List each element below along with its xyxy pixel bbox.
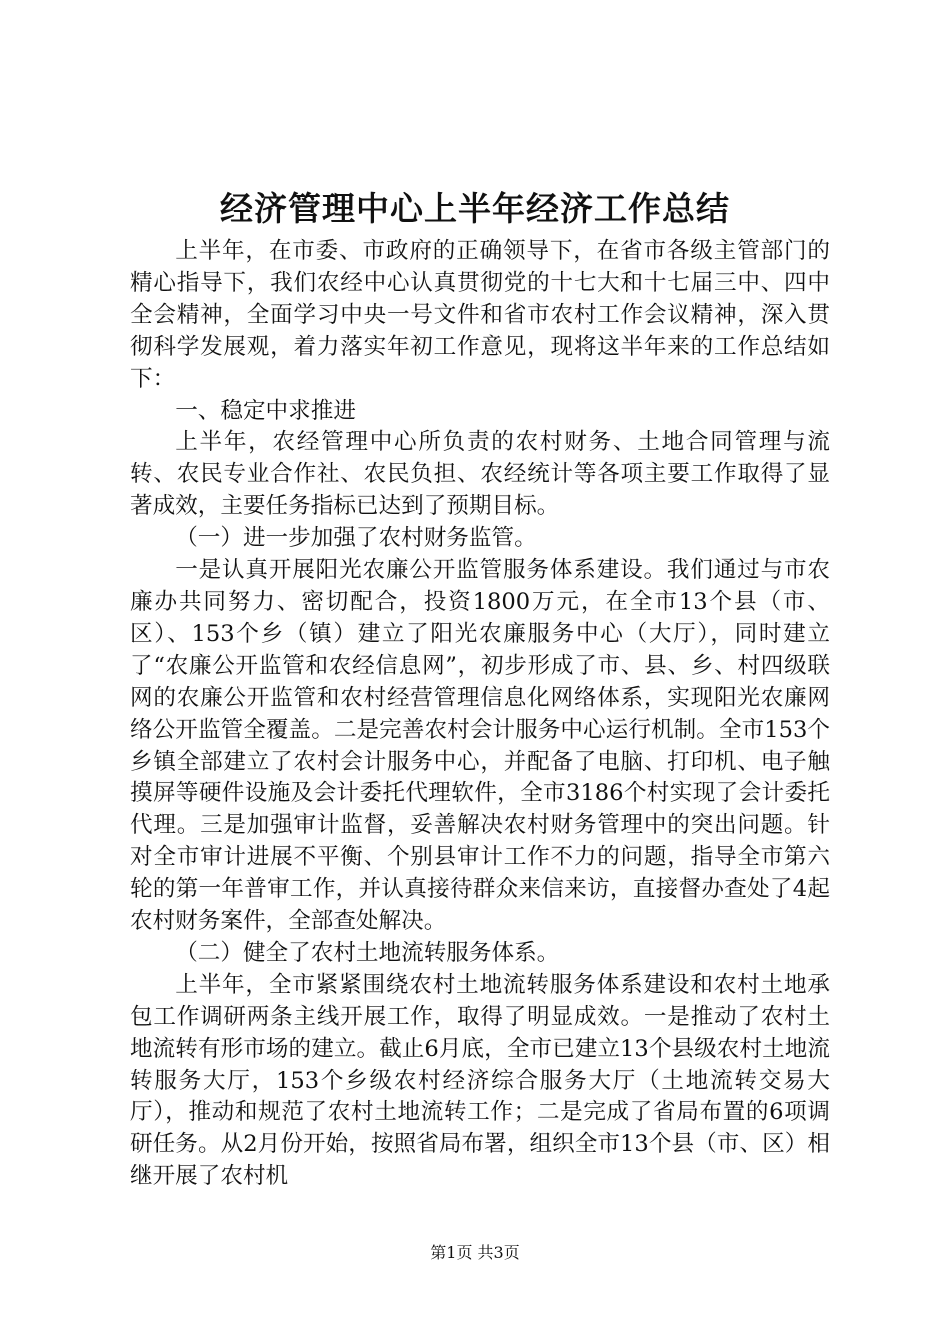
section-heading-1: 一、稳定中求推进 <box>175 397 356 424</box>
page-total: 共3页 <box>477 1243 520 1262</box>
subsection-heading-1: （一）进一步加强了农村财务监管。 <box>175 525 537 552</box>
page-number: 第1页 <box>430 1243 473 1262</box>
subsection-heading-2: （二）健全了农村土地流转服务体系。 <box>175 939 560 966</box>
document-body <box>130 236 830 1193</box>
paragraph-land-transfer: 上半年，全市紧紧围绕农村土地流转服务体系建设和农村土地承包工作调研两条主线开展工作，取得了明显成效。一是推动了农村土地流转有形市场的建立。截止6月底，全市已建立13个县级农村土地流转服务大厅，153个乡级农村经济综合服务大厅（土地流转交易大厅），推动和规范了农村土地流转工作；二是完成了省局布置的6项调研任务。从2月份开始，按照省局布署，组织全市13个县（市、区）相继开展了农村机 <box>130 971 830 1190</box>
page-footer <box>0 1242 950 1264</box>
paragraph-intro: 上半年，在市委、市政府的正确领导下，在省市各级主管部门的精心指导下，我们农经中心认真贯彻党的十七大和十七届三中、四中全会精神，全面学习中央一号文件和省市农村工作会议精神，深入贯彻科学发展观，着力落实年初工作意见，现将这半年来的工作总结如下： <box>130 238 830 392</box>
paragraph-finance: 一是认真开展阳光农廉公开监管服务体系建设。我们通过与市农廉办共同努力、密切配合，投资1800万元，在全市13个县（市、区）、153个乡（镇）建立了阳光农廉服务中心（大厅），同时建立了“农廉公开监管和农经信息网”，初步形成了市、县、乡、村四级联网的农廉公开监管和农村经营管理信息化网络体系，实现阳光农廉网络公开监管全覆盖。二是完善农村会计服务中心运行机制。全市153个乡镇全部建立了农村会计服务中心，并配备了电脑、打印机、电子触摸屏等硬件设施及会计委托代理软件，全市3186个村实现了会计委托代理。三是加强审计监督，妥善解决农村财务管理中的突出问题。针对全市审计进展不平衡、个别县审计工作不力的问题，指导全市第六轮的第一年普审工作，并认真接待群众来信来访，直接督办查处了4起农村财务案件，全部查处解决。 <box>130 557 830 935</box>
document-title: 经济管理中心上半年经济工作总结 <box>220 189 730 228</box>
paragraph-section-1: 上半年，农经管理中心所负责的农村财务、土地合同管理与流转、农民专业合作社、农民负担、农经统计等各项主要工作取得了显著成效，主要任务指标已达到了预期目标。 <box>130 429 830 520</box>
